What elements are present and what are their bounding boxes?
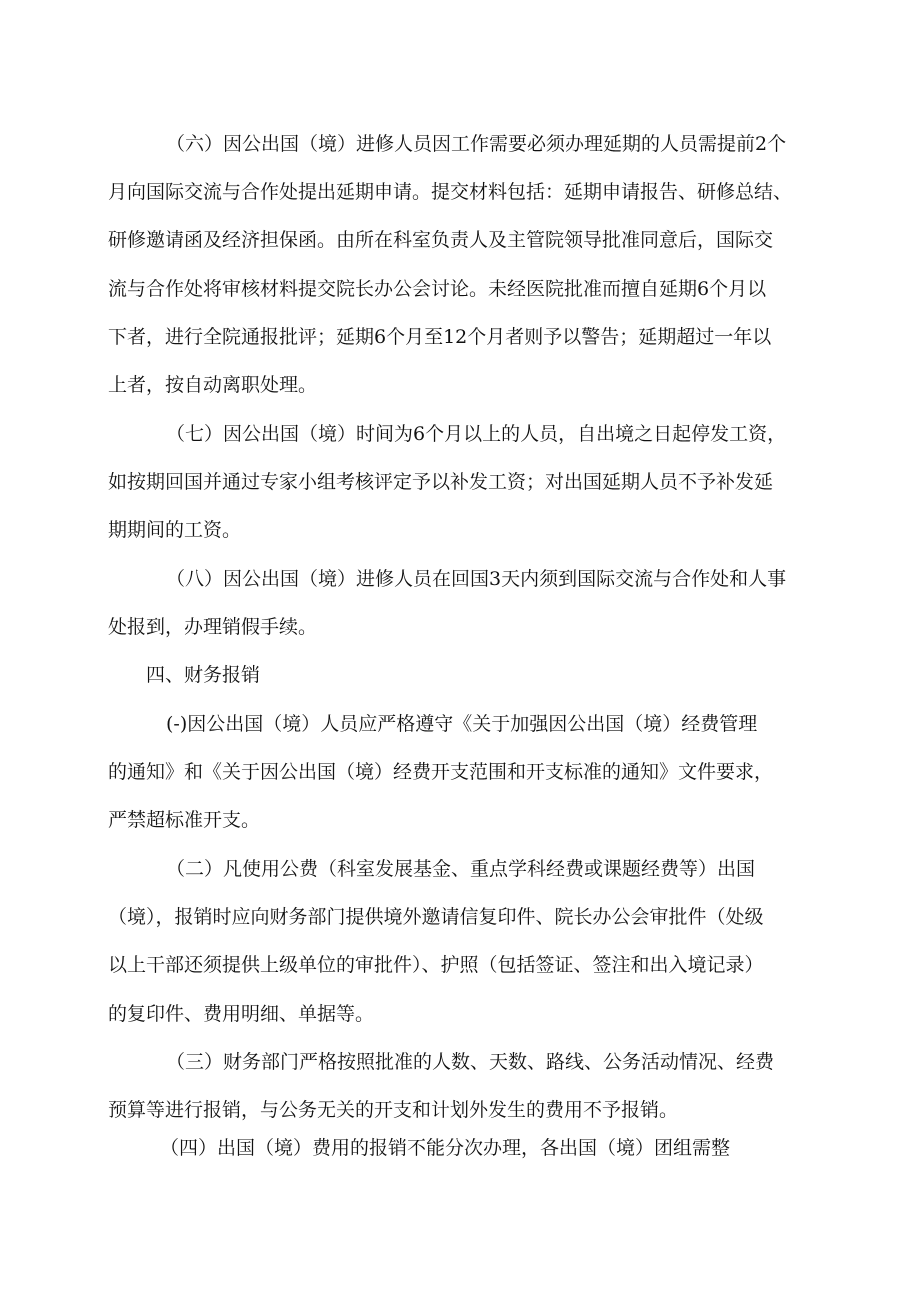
section-heading-finance: 四、财务报销 — [146, 664, 261, 686]
paragraph-f2-line-4: 的复印件、费用明细、单据等。 — [108, 1003, 375, 1025]
paragraph-6-line-4: 流与合作处将审核材料提交院长办公会讨论。未经医院批准而擅自延期6个月以 — [108, 278, 767, 300]
paragraph-6-line-3: 研修邀请函及经济担保函。由所在科室负责人及主管院领导批准同意后，国际交 — [108, 229, 774, 251]
paragraph-f1-line-2: 的通知》和《关于因公出国（境）经费开支范围和开支标准的通知》文件要求， — [108, 761, 774, 783]
paragraph-7-line-1: （七）因公出国（境）时间为6个月以上的人员，自出境之日起停发工资， — [166, 423, 787, 445]
paragraph-f1-line-1: (-)因公出国（境）人员应严格遵守《关于加强因公出国（境）经费管理 — [166, 713, 758, 735]
paragraph-f3-line-2: 预算等进行报销，与公务无关的开支和计划外发生的费用不予报销。 — [108, 1099, 679, 1121]
paragraph-f2-line-1: （二）凡使用公费（科室发展基金、重点学科经费或课题经费等）出国 — [166, 858, 756, 880]
paragraph-6-line-5: 下者，进行全院通报批评；延期6个月至12个月者则予以警告；延期超过一年以 — [108, 326, 772, 348]
paragraph-6-line-1: （六）因公出国（境）进修人员因工作需要必须办理延期的人员需提前2个 — [166, 133, 787, 155]
paragraph-f4-line-1: （四）出国（境）费用的报销不能分次办理，各出国（境）团组需整 — [160, 1137, 731, 1159]
paragraph-8-line-1: （八）因公出国（境）进修人员在回国3天内须到国际交流与合作处和人事 — [166, 568, 787, 590]
paragraph-6-line-6: 上者，按自动离职处理。 — [108, 374, 318, 396]
paragraph-f2-line-3: 以上干部还须提供上级单位的审批件）、护照（包括签证、签注和出入境记录） — [108, 954, 764, 976]
paragraph-f2-line-2: （境），报销时应向财务部门提供境外邀请信复印件、院长办公会审批件（处级 — [108, 906, 764, 928]
paragraph-f3-line-1: （三）财务部门严格按照批准的人数、天数、路线、公务活动情况、经费 — [166, 1051, 775, 1073]
paragraph-6-line-2: 月向国际交流与合作处提出延期申请。提交材料包括：延期申请报告、研修总结、 — [108, 181, 793, 203]
paragraph-7-line-2: 如按期回国并通过专家小组考核评定予以补发工资；对出国延期人员不予补发延 — [108, 471, 774, 493]
paragraph-7-line-3: 期期间的工资。 — [108, 519, 242, 541]
paragraph-f1-line-3: 严禁超标准开支。 — [108, 809, 261, 831]
paragraph-8-line-2: 处报到，办理销假手续。 — [108, 616, 318, 638]
